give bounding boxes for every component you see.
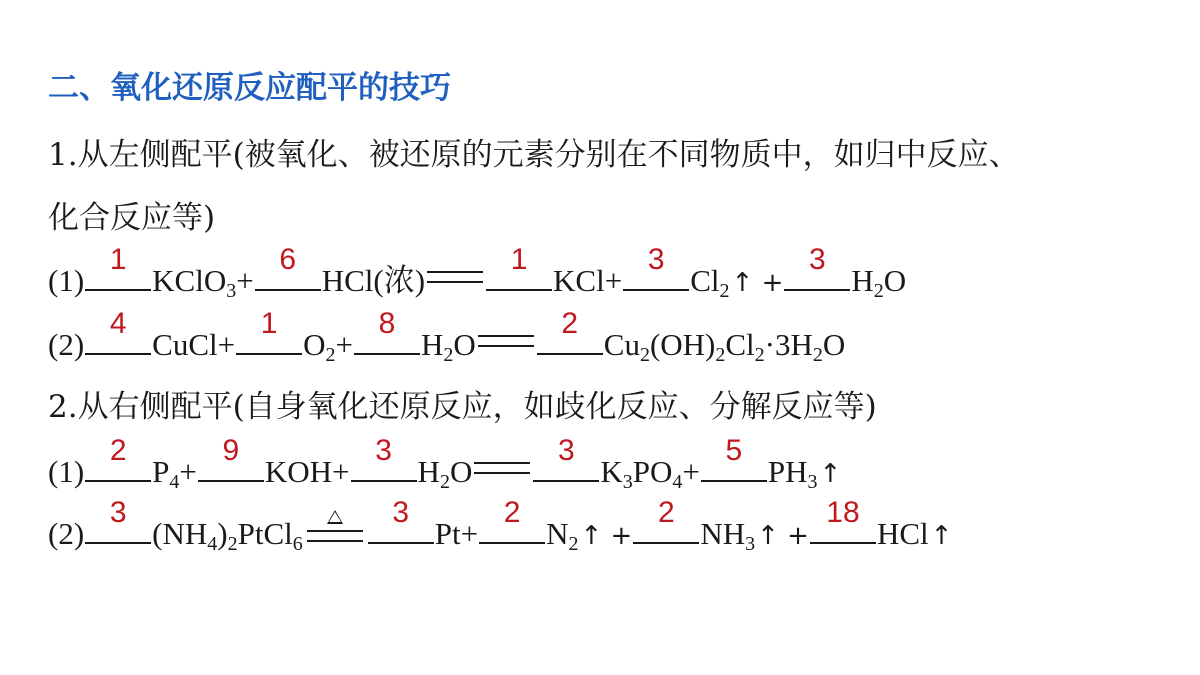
section2-title: 2.从右侧配平(自身氧化还原反应，如歧化反应、分解反应等) <box>48 389 877 425</box>
formula-n: N <box>546 516 569 551</box>
answer-value: 1 <box>260 307 278 340</box>
answer-blank <box>368 496 434 544</box>
subscript: 4 <box>207 533 218 555</box>
formula-close-paren: ) <box>217 516 228 551</box>
subscript: 3 <box>622 471 633 493</box>
answer-blank <box>623 243 689 291</box>
answer-value: 4 <box>109 307 127 340</box>
equation-3 <box>48 434 842 494</box>
formula-o: O <box>453 327 476 362</box>
formula-dot-3h: ·3H <box>764 327 813 362</box>
answer-value: 3 <box>809 243 826 276</box>
gas-arrow-plus: ↑ + <box>757 521 809 551</box>
answer-blank <box>85 434 151 482</box>
section1-line2: 化合反应等) <box>48 200 216 236</box>
formula-pt: Pt+ <box>434 516 479 551</box>
section1-line1: 1.从左侧配平(被氧化、被还原的元素分别在不同物质中，如归中反应、 <box>48 137 1020 173</box>
answer-blank <box>85 496 151 544</box>
subscript: 3 <box>807 471 818 493</box>
subscript: 2 <box>715 344 726 366</box>
answer-blank <box>533 434 599 482</box>
formula-nh3: NH <box>700 516 746 551</box>
answer-blank <box>479 496 545 544</box>
subscript: 2 <box>443 344 454 366</box>
subscript: 3 <box>745 533 756 555</box>
plus-sign: + <box>682 454 700 489</box>
answer-blank <box>633 496 699 544</box>
formula-h: H <box>417 454 440 489</box>
formula-o: O <box>883 263 907 298</box>
answer-blank <box>354 307 420 355</box>
answer-value: 3 <box>109 496 127 529</box>
subscript: 2 <box>639 344 650 366</box>
answer-value: 3 <box>375 434 392 467</box>
plus-sign: + <box>179 454 197 489</box>
formula-k: K <box>600 454 623 489</box>
plus-sign: + <box>335 327 353 362</box>
heat-equals-sign <box>307 530 363 542</box>
answer-value: 2 <box>657 496 675 529</box>
answer-blank <box>701 434 767 482</box>
answer-value: 1 <box>510 243 528 276</box>
formula-po: PO <box>632 454 673 489</box>
answer-blank <box>85 243 151 291</box>
equals-sign <box>474 462 530 474</box>
answer-blank <box>537 307 603 355</box>
formula-o: O <box>822 327 846 362</box>
heating-triangle-icon <box>327 510 343 524</box>
subscript: 4 <box>672 471 683 493</box>
subscript: 2 <box>325 344 336 366</box>
equation-2 <box>48 307 846 366</box>
formula-o: O <box>303 327 326 362</box>
subscript: 2 <box>719 280 730 302</box>
equation-label: (1) <box>48 454 85 489</box>
formula-koh: KOH+ <box>264 454 350 489</box>
subscript: 2 <box>568 533 579 555</box>
subscript: 2 <box>873 280 884 302</box>
formula-kcl: KCl+ <box>553 263 623 298</box>
answer-blank <box>85 307 151 355</box>
formula-cu: Cu <box>603 327 640 362</box>
subscript: 2 <box>754 344 765 366</box>
answer-value: 9 <box>222 434 240 467</box>
formula-oh: (OH) <box>649 327 716 362</box>
formula-p: P <box>152 454 170 489</box>
answer-blank <box>255 243 321 291</box>
formula-cl: Cl <box>690 263 720 298</box>
section-heading: 二、氧化还原反应配平的技巧 <box>48 70 451 106</box>
formula-nh: (NH <box>152 516 208 551</box>
gas-arrow: ↑ <box>930 521 953 551</box>
subscript: 6 <box>292 533 303 555</box>
equation-label: (2) <box>48 327 85 362</box>
formula-hcl: HCl <box>876 516 929 551</box>
answer-blank <box>198 434 264 482</box>
answer-value: 3 <box>392 496 410 529</box>
formula-h: H <box>420 327 444 362</box>
gas-arrow: ↑ <box>819 459 842 489</box>
equation-label: (1) <box>48 263 85 298</box>
answer-value: 3 <box>647 243 665 276</box>
equation-label: (2) <box>48 516 85 551</box>
answer-value: 2 <box>109 434 127 467</box>
answer-blank <box>236 307 302 355</box>
subscript: 2 <box>812 344 823 366</box>
formula-h: H <box>851 263 874 298</box>
gas-arrow-plus: ↑ + <box>580 521 633 551</box>
formula-o: O <box>449 454 473 489</box>
subscript: 4 <box>169 471 180 493</box>
answer-blank <box>486 243 552 291</box>
answer-value: 18 <box>826 496 860 529</box>
formula-ptcl: PtCl <box>237 516 293 551</box>
plus-sign: + <box>236 263 254 298</box>
equation-1 <box>48 243 907 303</box>
answer-value: 8 <box>378 307 396 340</box>
answer-blank <box>351 434 417 482</box>
subscript: 2 <box>227 533 238 555</box>
equals-sign <box>427 271 483 283</box>
formula-ph: PH <box>767 454 808 489</box>
formula-hcl-conc: HCl(浓) <box>321 263 426 298</box>
subscript: 3 <box>226 280 237 302</box>
answer-blank <box>810 496 876 544</box>
answer-value: 1 <box>109 243 127 276</box>
answer-value: 2 <box>503 496 521 529</box>
answer-value: 2 <box>561 307 579 340</box>
formula-kclo3: KClO <box>152 263 227 298</box>
answer-value: 6 <box>279 243 297 276</box>
answer-value: 3 <box>557 434 575 467</box>
equals-sign <box>478 335 534 347</box>
formula-cucl: CuCl+ <box>152 327 236 362</box>
subscript: 2 <box>439 471 450 493</box>
answer-blank <box>784 243 850 291</box>
formula-cl: Cl <box>725 327 755 362</box>
answer-value: 5 <box>725 434 743 467</box>
gas-arrow-plus: ↑ + <box>731 268 784 298</box>
equation-4 <box>48 496 953 556</box>
